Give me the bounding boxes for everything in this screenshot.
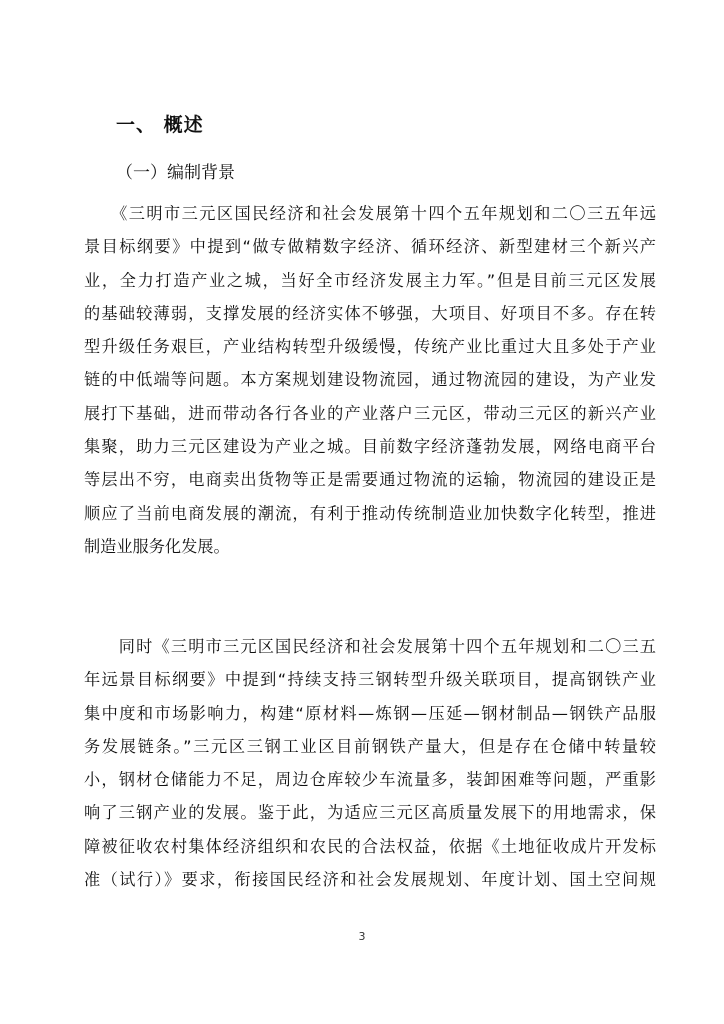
- paragraph-line: 同时《三明市三元区国民经济和社会发展第十四个五年规划和二〇三五: [84, 637, 656, 656]
- paragraph-line: 等层出不穷，电商卖出货物等正是需要通过物流的运输，物流园的建设正是: [84, 470, 656, 490]
- section-heading: 一、 概述: [116, 114, 204, 136]
- subsection-heading: （一）编制背景: [116, 163, 235, 183]
- paragraph-line: 景目标纲要》中提到“做专做精数字经济、循环经济、新型建材三个新兴产: [84, 237, 656, 257]
- paragraph-line: 年远景目标纲要》中提到“持续支持三钢转型升级关联项目，提高钢铁产业: [84, 670, 656, 690]
- paragraph-line: 响了三钢产业的发展。鉴于此，为适应三元区高质量发展下的用地需求，保: [84, 803, 656, 823]
- paragraph-line: 型升级任务艰巨，产业结构转型升级缓慢，传统产业比重过大且多处于产业: [84, 337, 656, 357]
- paragraph-background-2: [84, 630, 656, 896]
- paragraph-line: 链的中低端等问题。本方案规划建设物流园，通过物流园的建设，为产业发: [84, 370, 656, 390]
- paragraph-background-1: [84, 197, 656, 563]
- paragraph-line: 障被征收农村集体经济组织和农民的合法权益，依据《土地征收成片开发标: [84, 836, 656, 856]
- paragraph-line: 顺应了当前电商发展的潮流，有利于推动传统制造业加快数字化转型，推进: [84, 503, 656, 523]
- paragraph-line: 制造业服务化发展。: [84, 536, 230, 556]
- paragraph-line: 集中度和市场影响力，构建“原材料—炼钢—压延—钢材制品—钢铁产品服: [84, 703, 656, 723]
- paragraph-line: 集聚，助力三元区建设为产业之城。目前数字经济蓬勃发展，网络电商平台: [84, 437, 656, 457]
- paragraph-line: 小，钢材仓储能力不足，周边仓库较少车流量多，装卸困难等问题，严重影: [84, 770, 656, 790]
- paragraph-line: 的基础较薄弱，支撑发展的经济实体不够强，大项目、好项目不多。存在转: [84, 303, 656, 323]
- paragraph-line: 《三明市三元区国民经济和社会发展第十四个五年规划和二〇三五年远: [84, 204, 656, 223]
- page-number: 3: [358, 930, 366, 943]
- paragraph-line: 业，全力打造产业之城，当好全市经济发展主力军。”但是目前三元区发展: [84, 270, 656, 290]
- paragraph-line: 准（试行）》要求，衔接国民经济和社会发展规划、年度计划、国土空间规: [84, 870, 656, 890]
- paragraph-line: 展打下基础，进而带动各行各业的产业落户三元区，带动三元区的新兴产业: [84, 403, 656, 423]
- paragraph-line: 务发展链条。”三元区三钢工业区目前钢铁产量大，但是存在仓储中转量较: [84, 736, 656, 756]
